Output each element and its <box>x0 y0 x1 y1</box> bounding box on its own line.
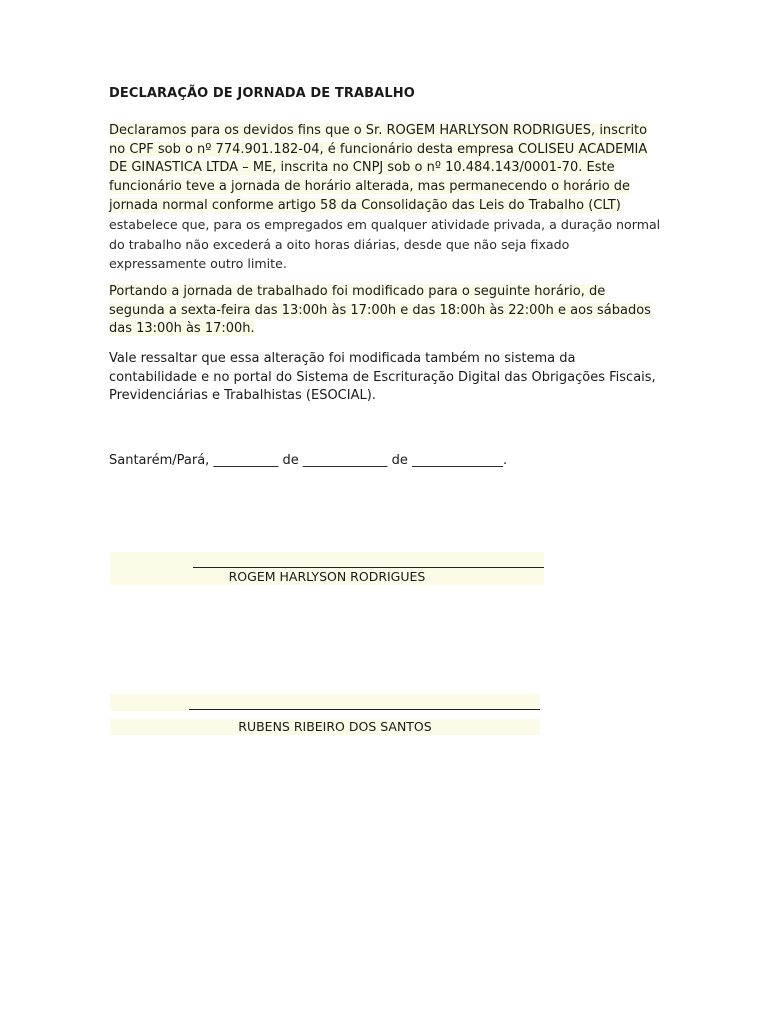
paragraph-declaration-main: Declaramos para os devidos fins que o Sr. ROGEM HARLYSON RODRIGUES, inscrito no CPF sob o nº 774.901.182-04, é funcionário desta empresa COLISEU ACADEMIA DE GINASTICA LTDA – ME, inscrita no CNPJ sob o nº 10.484.143/0001-70. Este funcionário teve a jornada de horário alterada, mas permanecendo o horário de jornada normal conforme artigo 58 da Consolidação das Leis do Trabalho (CLT) <box>109 123 648 214</box>
signature-name: ROGEM HARLYSON RODRIGUES <box>110 569 544 585</box>
paragraph-note-text: Vale ressaltar que essa alteração foi modificada também no sistema da contabilidade e no portal do Sistema de Escrituração Digital das Obrigações Fiscais, Previdenciárias e Trabalhistas (ESOCIAL). <box>109 351 656 404</box>
signature-name: RUBENS RIBEIRO DOS SANTOS <box>110 719 540 735</box>
document-title: DECLARAÇÃO DE JORNADA DE TRABALHO <box>109 86 415 101</box>
signature-line <box>193 567 544 568</box>
signature-line <box>189 709 540 710</box>
paragraph-schedule-text: Portando a jornada de trabalhado foi modificado para o seguinte horário, de segunda a sexta-feira das 13:00h às 17:00h e das 18:00h às 22:00h e aos sábados das 13:00h às 17:00h. <box>109 284 651 337</box>
paragraph-declaration <box>109 122 661 275</box>
paragraph-declaration-tail: estabelece que, para os empregados em qualquer atividade privada, a duração normal do trabalho não excederá a oito horas diárias, desde que não seja fixado expressamente outro limite. <box>109 216 661 272</box>
signature-block-employer <box>110 694 540 735</box>
signature-block-employee <box>110 552 544 585</box>
paragraph-note <box>109 350 661 406</box>
place-date-line: Santarém/Pará, __________ de _____________ de ______________. <box>109 453 508 468</box>
paragraph-schedule <box>109 283 661 339</box>
